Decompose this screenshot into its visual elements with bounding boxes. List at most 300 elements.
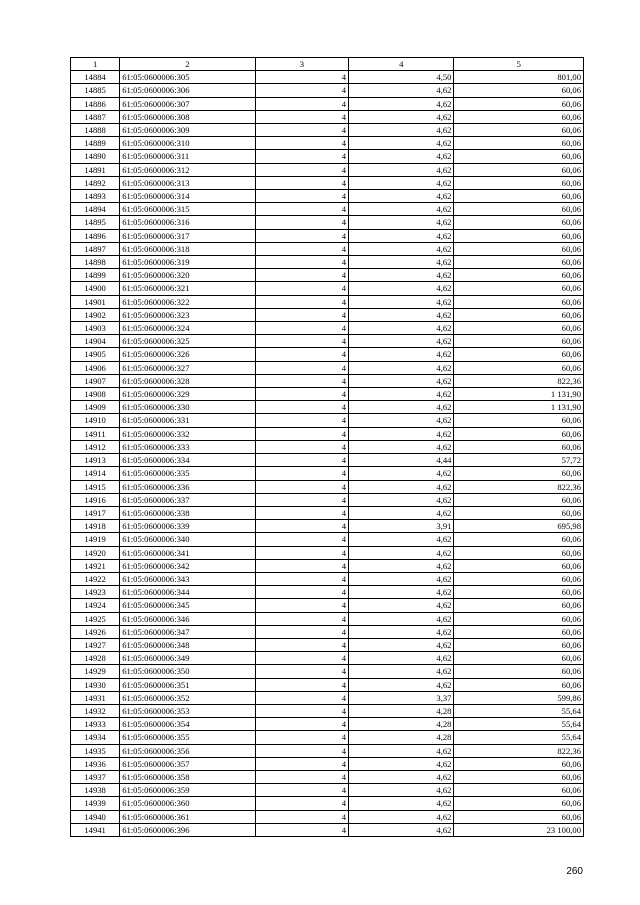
table-row: [71, 163, 584, 176]
column-5-value: 55,64: [454, 731, 584, 744]
table-row: [71, 546, 584, 559]
row-number: 14921: [71, 559, 120, 572]
column-3-value: 4: [255, 784, 348, 797]
column-5-value: 60,06: [454, 440, 584, 453]
column-3-value: 4: [255, 427, 348, 440]
cadastral-number: 61:05:0600006:350: [120, 665, 256, 678]
table-row: [71, 718, 584, 731]
column-4-value: 4,62: [349, 176, 454, 189]
row-number: 14885: [71, 84, 120, 97]
cadastral-number: 61:05:0600006:360: [120, 797, 256, 810]
column-4-value: 4,62: [349, 110, 454, 123]
column-5-value: 60,06: [454, 506, 584, 519]
table-row: [71, 770, 584, 783]
column-3-value: 4: [255, 71, 348, 84]
row-number: 14884: [71, 71, 120, 84]
column-3-value: 4: [255, 414, 348, 427]
row-number: 14932: [71, 704, 120, 717]
cadastral-number: 61:05:0600006:323: [120, 308, 256, 321]
table-row: [71, 216, 584, 229]
cadastral-number: 61:05:0600006:305: [120, 71, 256, 84]
table-row: [71, 678, 584, 691]
column-5-value: 1 131,90: [454, 401, 584, 414]
table-row: [71, 625, 584, 638]
column-4-value: 4,62: [349, 493, 454, 506]
column-5-value: 60,06: [454, 559, 584, 572]
cadastral-number: 61:05:0600006:349: [120, 652, 256, 665]
column-3-value: 4: [255, 440, 348, 453]
table-row: [71, 691, 584, 704]
row-number: 14903: [71, 322, 120, 335]
row-number: 14917: [71, 506, 120, 519]
column-5-value: 60,06: [454, 414, 584, 427]
cadastral-number: 61:05:0600006:353: [120, 704, 256, 717]
column-5-value: 60,06: [454, 586, 584, 599]
column-5-value: 60,06: [454, 599, 584, 612]
table-row: [71, 295, 584, 308]
column-5-value: 60,06: [454, 678, 584, 691]
column-3-value: 4: [255, 176, 348, 189]
column-5-value: 60,06: [454, 810, 584, 823]
column-5-value: 60,06: [454, 625, 584, 638]
cadastral-number: 61:05:0600006:359: [120, 784, 256, 797]
table-row: [71, 533, 584, 546]
column-5-value: 60,06: [454, 269, 584, 282]
column-5-value: 822,36: [454, 744, 584, 757]
cadastral-number: 61:05:0600006:309: [120, 124, 256, 137]
column-4-value: 4,62: [349, 784, 454, 797]
column-4-value: 4,62: [349, 97, 454, 110]
cadastral-number: 61:05:0600006:333: [120, 440, 256, 453]
table-row: [71, 427, 584, 440]
column-4-value: 4,62: [349, 744, 454, 757]
column-3-value: 4: [255, 361, 348, 374]
row-number: 14895: [71, 216, 120, 229]
row-number: 14909: [71, 401, 120, 414]
cadastral-number: 61:05:0600006:311: [120, 150, 256, 163]
column-5-value: 60,06: [454, 467, 584, 480]
row-number: 14925: [71, 612, 120, 625]
table-row: [71, 256, 584, 269]
column-4-value: 4,62: [349, 361, 454, 374]
column-3-value: 4: [255, 770, 348, 783]
column-3-value: 4: [255, 744, 348, 757]
row-number: 14914: [71, 467, 120, 480]
column-4-value: 4,44: [349, 454, 454, 467]
column-4-value: 4,62: [349, 810, 454, 823]
column-5-value: 60,06: [454, 256, 584, 269]
row-number: 14910: [71, 414, 120, 427]
column-4-value: 4,62: [349, 559, 454, 572]
row-number: 14941: [71, 823, 120, 836]
column-4-value: 4,62: [349, 480, 454, 493]
column-3-value: 4: [255, 454, 348, 467]
row-number: 14905: [71, 348, 120, 361]
row-number: 14913: [71, 454, 120, 467]
data-table: [70, 57, 584, 837]
column-3-value: 4: [255, 295, 348, 308]
column-5-value: 60,06: [454, 546, 584, 559]
column-4-value: 4,62: [349, 242, 454, 255]
cadastral-number: 61:05:0600006:332: [120, 427, 256, 440]
table-body: [71, 71, 584, 837]
column-3-value: 4: [255, 124, 348, 137]
cadastral-number: 61:05:0600006:346: [120, 612, 256, 625]
column-5-value: 60,06: [454, 163, 584, 176]
column-3-value: 4: [255, 137, 348, 150]
column-5-value: 60,06: [454, 216, 584, 229]
row-number: 14898: [71, 256, 120, 269]
table-row: [71, 97, 584, 110]
row-number: 14901: [71, 295, 120, 308]
table-row: [71, 84, 584, 97]
header-col-2: 2: [120, 58, 256, 71]
row-number: 14897: [71, 242, 120, 255]
cadastral-number: 61:05:0600006:324: [120, 322, 256, 335]
table-row: [71, 414, 584, 427]
column-5-value: 60,06: [454, 229, 584, 242]
column-5-value: 60,06: [454, 84, 584, 97]
row-number: 14935: [71, 744, 120, 757]
column-5-value: 60,06: [454, 348, 584, 361]
column-3-value: 4: [255, 190, 348, 203]
column-5-value: 60,06: [454, 242, 584, 255]
cadastral-number: 61:05:0600006:336: [120, 480, 256, 493]
table-row: [71, 71, 584, 84]
column-5-value: 60,06: [454, 652, 584, 665]
column-3-value: 4: [255, 731, 348, 744]
column-4-value: 4,62: [349, 163, 454, 176]
cadastral-number: 61:05:0600006:310: [120, 137, 256, 150]
table-row: [71, 374, 584, 387]
cadastral-number: 61:05:0600006:396: [120, 823, 256, 836]
column-5-value: 60,06: [454, 493, 584, 506]
column-5-value: 60,06: [454, 124, 584, 137]
column-4-value: 3,91: [349, 520, 454, 533]
row-number: 14931: [71, 691, 120, 704]
table-row: [71, 150, 584, 163]
column-5-value: 60,06: [454, 572, 584, 585]
table-row: [71, 348, 584, 361]
column-4-value: 4,62: [349, 124, 454, 137]
column-5-value: 60,06: [454, 770, 584, 783]
column-5-value: 55,64: [454, 718, 584, 731]
table-row: [71, 599, 584, 612]
row-number: 14940: [71, 810, 120, 823]
cadastral-number: 61:05:0600006:313: [120, 176, 256, 189]
cadastral-number: 61:05:0600006:308: [120, 110, 256, 123]
table-row: [71, 190, 584, 203]
column-3-value: 4: [255, 586, 348, 599]
column-4-value: 4,62: [349, 757, 454, 770]
row-number: 14890: [71, 150, 120, 163]
cadastral-number: 61:05:0600006:329: [120, 388, 256, 401]
column-4-value: 4,62: [349, 440, 454, 453]
cadastral-number: 61:05:0600006:330: [120, 401, 256, 414]
column-3-value: 4: [255, 546, 348, 559]
column-4-value: 4,62: [349, 282, 454, 295]
column-4-value: 4,62: [349, 612, 454, 625]
cadastral-number: 61:05:0600006:327: [120, 361, 256, 374]
column-4-value: 4,62: [349, 256, 454, 269]
column-4-value: 4,62: [349, 150, 454, 163]
table-row: [71, 520, 584, 533]
cadastral-number: 61:05:0600006:355: [120, 731, 256, 744]
column-3-value: 4: [255, 322, 348, 335]
cadastral-number: 61:05:0600006:354: [120, 718, 256, 731]
cadastral-number: 61:05:0600006:356: [120, 744, 256, 757]
column-5-value: 60,06: [454, 295, 584, 308]
cadastral-number: 61:05:0600006:351: [120, 678, 256, 691]
cadastral-number: 61:05:0600006:320: [120, 269, 256, 282]
column-4-value: 4,62: [349, 229, 454, 242]
cadastral-number: 61:05:0600006:337: [120, 493, 256, 506]
cadastral-number: 61:05:0600006:340: [120, 533, 256, 546]
table-row: [71, 361, 584, 374]
row-number: 14922: [71, 572, 120, 585]
row-number: 14912: [71, 440, 120, 453]
column-3-value: 4: [255, 308, 348, 321]
column-5-value: 60,06: [454, 322, 584, 335]
table-row: [71, 506, 584, 519]
column-5-value: 60,06: [454, 150, 584, 163]
row-number: 14934: [71, 731, 120, 744]
column-4-value: 4,62: [349, 374, 454, 387]
column-3-value: 4: [255, 533, 348, 546]
column-4-value: 4,28: [349, 731, 454, 744]
table-row: [71, 282, 584, 295]
cadastral-number: 61:05:0600006:338: [120, 506, 256, 519]
column-3-value: 4: [255, 612, 348, 625]
column-5-value: 60,06: [454, 110, 584, 123]
table-row: [71, 559, 584, 572]
column-4-value: 4,62: [349, 533, 454, 546]
row-number: 14899: [71, 269, 120, 282]
column-3-value: 4: [255, 203, 348, 216]
column-3-value: 4: [255, 520, 348, 533]
table-row: [71, 757, 584, 770]
column-4-value: 4,50: [349, 71, 454, 84]
row-number: 14939: [71, 797, 120, 810]
column-5-value: 822,36: [454, 374, 584, 387]
table-row: [71, 480, 584, 493]
column-4-value: 4,62: [349, 203, 454, 216]
table-row: [71, 454, 584, 467]
column-5-value: 60,06: [454, 757, 584, 770]
column-4-value: 4,62: [349, 84, 454, 97]
column-3-value: 4: [255, 638, 348, 651]
column-3-value: 4: [255, 810, 348, 823]
column-5-value: 60,06: [454, 612, 584, 625]
row-number: 14893: [71, 190, 120, 203]
row-number: 14919: [71, 533, 120, 546]
column-5-value: 60,06: [454, 97, 584, 110]
column-5-value: 60,06: [454, 203, 584, 216]
row-number: 14906: [71, 361, 120, 374]
column-3-value: 4: [255, 652, 348, 665]
header-col-1: 1: [71, 58, 120, 71]
column-3-value: 4: [255, 480, 348, 493]
row-number: 14916: [71, 493, 120, 506]
column-3-value: 4: [255, 388, 348, 401]
column-4-value: 4,28: [349, 718, 454, 731]
row-number: 14918: [71, 520, 120, 533]
column-5-value: 822,36: [454, 480, 584, 493]
table-row: [71, 137, 584, 150]
row-number: 14900: [71, 282, 120, 295]
column-3-value: 4: [255, 823, 348, 836]
row-number: 14930: [71, 678, 120, 691]
row-number: 14933: [71, 718, 120, 731]
header-col-5: 5: [454, 58, 584, 71]
column-5-value: 60,06: [454, 282, 584, 295]
cadastral-number: 61:05:0600006:306: [120, 84, 256, 97]
column-5-value: 55,64: [454, 704, 584, 717]
column-3-value: 4: [255, 229, 348, 242]
column-4-value: 4,62: [349, 823, 454, 836]
row-number: 14891: [71, 163, 120, 176]
column-4-value: 4,62: [349, 506, 454, 519]
table-row: [71, 242, 584, 255]
column-4-value: 4,62: [349, 414, 454, 427]
row-number: 14936: [71, 757, 120, 770]
column-5-value: 60,06: [454, 190, 584, 203]
column-4-value: 4,62: [349, 586, 454, 599]
cadastral-number: 61:05:0600006:312: [120, 163, 256, 176]
column-3-value: 4: [255, 282, 348, 295]
row-number: 14928: [71, 652, 120, 665]
table-row: [71, 823, 584, 836]
table-row: [71, 810, 584, 823]
cadastral-number: 61:05:0600006:318: [120, 242, 256, 255]
cadastral-number: 61:05:0600006:347: [120, 625, 256, 638]
table-row: [71, 401, 584, 414]
column-3-value: 4: [255, 242, 348, 255]
table-row: [71, 784, 584, 797]
table-row: [71, 665, 584, 678]
table-row: [71, 322, 584, 335]
column-3-value: 4: [255, 506, 348, 519]
table-row: [71, 704, 584, 717]
column-5-value: 60,06: [454, 176, 584, 189]
column-4-value: 4,62: [349, 269, 454, 282]
table-row: [71, 229, 584, 242]
column-5-value: 60,06: [454, 797, 584, 810]
cadastral-number: 61:05:0600006:344: [120, 586, 256, 599]
column-3-value: 4: [255, 467, 348, 480]
column-3-value: 4: [255, 269, 348, 282]
column-4-value: 4,62: [349, 401, 454, 414]
table-row: [71, 110, 584, 123]
column-3-value: 4: [255, 665, 348, 678]
cadastral-number: 61:05:0600006:321: [120, 282, 256, 295]
column-5-value: 60,06: [454, 335, 584, 348]
cadastral-number: 61:05:0600006:358: [120, 770, 256, 783]
column-3-value: 4: [255, 572, 348, 585]
column-5-value: 60,06: [454, 427, 584, 440]
column-5-value: 599,86: [454, 691, 584, 704]
column-3-value: 4: [255, 678, 348, 691]
cadastral-number: 61:05:0600006:357: [120, 757, 256, 770]
cadastral-number: 61:05:0600006:314: [120, 190, 256, 203]
column-3-value: 4: [255, 718, 348, 731]
column-4-value: 4,62: [349, 322, 454, 335]
table-row: [71, 652, 584, 665]
cadastral-number: 61:05:0600006:307: [120, 97, 256, 110]
row-number: 14896: [71, 229, 120, 242]
column-4-value: 4,62: [349, 665, 454, 678]
row-number: 14908: [71, 388, 120, 401]
row-number: 14904: [71, 335, 120, 348]
table-row: [71, 612, 584, 625]
column-4-value: 4,62: [349, 216, 454, 229]
row-number: 14920: [71, 546, 120, 559]
column-4-value: 4,62: [349, 348, 454, 361]
column-5-value: 60,06: [454, 784, 584, 797]
column-5-value: 695,98: [454, 520, 584, 533]
row-number: 14888: [71, 124, 120, 137]
row-number: 14907: [71, 374, 120, 387]
column-3-value: 4: [255, 401, 348, 414]
column-5-value: 60,06: [454, 361, 584, 374]
column-4-value: 4,62: [349, 599, 454, 612]
column-3-value: 4: [255, 599, 348, 612]
row-number: 14887: [71, 110, 120, 123]
cadastral-number: 61:05:0600006:352: [120, 691, 256, 704]
table-row: [71, 586, 584, 599]
column-4-value: 4,62: [349, 427, 454, 440]
cadastral-number: 61:05:0600006:317: [120, 229, 256, 242]
cadastral-number: 61:05:0600006:319: [120, 256, 256, 269]
row-number: 14927: [71, 638, 120, 651]
page-number: 260: [566, 866, 583, 877]
column-5-value: 60,06: [454, 638, 584, 651]
column-4-value: 4,62: [349, 797, 454, 810]
column-4-value: 4,62: [349, 638, 454, 651]
column-4-value: 4,62: [349, 572, 454, 585]
column-4-value: 3,37: [349, 691, 454, 704]
table-row: [71, 731, 584, 744]
row-number: 14886: [71, 97, 120, 110]
cadastral-number: 61:05:0600006:342: [120, 559, 256, 572]
cadastral-number: 61:05:0600006:326: [120, 348, 256, 361]
column-3-value: 4: [255, 97, 348, 110]
table-row: [71, 744, 584, 757]
column-3-value: 4: [255, 150, 348, 163]
table-row: [71, 308, 584, 321]
cadastral-number: 61:05:0600006:335: [120, 467, 256, 480]
cadastral-number: 61:05:0600006:331: [120, 414, 256, 427]
row-number: 14902: [71, 308, 120, 321]
column-4-value: 4,62: [349, 137, 454, 150]
column-3-value: 4: [255, 110, 348, 123]
column-4-value: 4,62: [349, 190, 454, 203]
cadastral-number: 61:05:0600006:334: [120, 454, 256, 467]
row-number: 14937: [71, 770, 120, 783]
column-5-value: 57,72: [454, 454, 584, 467]
column-5-value: 23 100,00: [454, 823, 584, 836]
row-number: 14915: [71, 480, 120, 493]
column-3-value: 4: [255, 625, 348, 638]
column-5-value: 60,06: [454, 308, 584, 321]
cadastral-number: 61:05:0600006:341: [120, 546, 256, 559]
cadastral-number: 61:05:0600006:339: [120, 520, 256, 533]
column-3-value: 4: [255, 704, 348, 717]
column-3-value: 4: [255, 374, 348, 387]
table-row: [71, 335, 584, 348]
row-number: 14926: [71, 625, 120, 638]
cadastral-number: 61:05:0600006:315: [120, 203, 256, 216]
